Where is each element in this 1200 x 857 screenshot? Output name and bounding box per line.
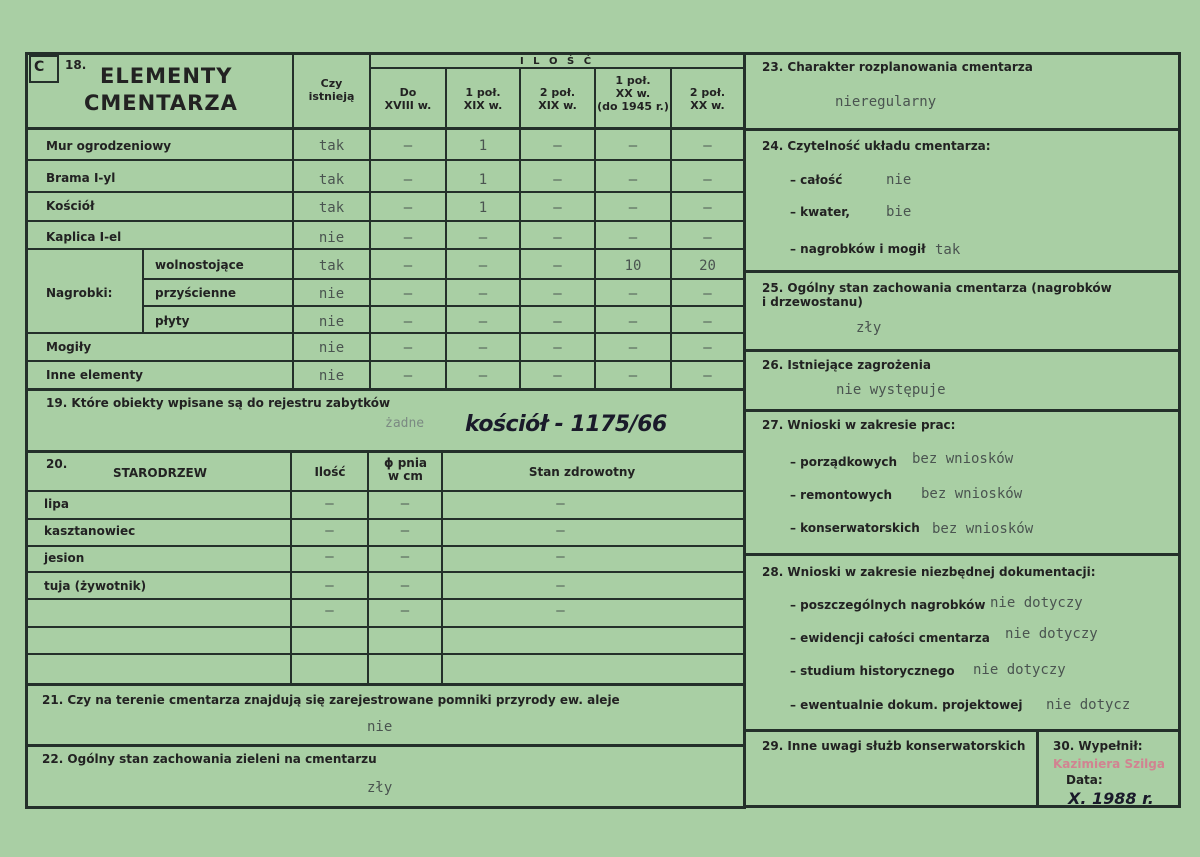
section-letter: C xyxy=(34,59,45,75)
element-count-6-3: – xyxy=(628,314,638,330)
period-header-3: 1 poł. XX w. (do 1945 r.) xyxy=(597,74,669,113)
q29-label: 29. Inne uwagi służb konserwatorskich xyxy=(762,739,1026,753)
q25-answer: zły xyxy=(856,320,882,336)
q20-col-pien: ϕ pnia w cm xyxy=(383,456,428,483)
q19-handwritten: kościół - 1175/66 xyxy=(465,412,667,437)
row-line xyxy=(26,220,744,222)
element-count-0-0: – xyxy=(403,138,413,154)
row-line xyxy=(26,191,744,193)
tree-ilosc-4: – xyxy=(325,603,334,619)
element-count-4-1: – xyxy=(478,258,488,274)
q24-label: 24. Czytelność układu cmentarza: xyxy=(762,139,991,153)
section-number: 18. xyxy=(65,58,87,72)
q25-bottom xyxy=(746,349,1180,352)
section-21-bottom xyxy=(26,744,744,747)
q20-row-line xyxy=(26,653,744,655)
q21-answer: nie xyxy=(367,719,393,735)
section-title-2: CMENTARZA xyxy=(84,91,238,115)
v-line-nagrobki xyxy=(142,249,144,334)
element-exists-2: tak xyxy=(318,200,345,216)
element-label-1: Brama I-yl xyxy=(46,171,116,185)
element-count-3-4: – xyxy=(703,230,712,246)
q20-row-line xyxy=(26,626,744,628)
section-19-bottom xyxy=(26,450,744,453)
element-sub-5: przyścienne xyxy=(155,286,237,300)
tree-ilosc-1: – xyxy=(325,523,334,539)
element-count-8-2: – xyxy=(553,368,562,384)
period-header-2: 2 poł. XIX w. xyxy=(538,86,577,112)
q26-label: 26. Istniejące zagrożenia xyxy=(762,358,931,372)
element-label-2: Kościół xyxy=(46,199,95,213)
q27-bottom xyxy=(746,553,1180,556)
tree-name-3: tuja (żywotnik) xyxy=(44,579,147,593)
element-count-3-1: – xyxy=(478,230,488,246)
element-count-4-3: 10 xyxy=(624,258,642,274)
element-count-0-1: 1 xyxy=(478,138,488,154)
q20-row-line xyxy=(26,545,744,547)
q19-label: 19. Które obiekty wpisane są do rejestru zabytków xyxy=(46,396,391,410)
q30-label: 30. Wypełnił: xyxy=(1053,739,1143,753)
tree-stan-0: – xyxy=(556,496,565,512)
q30-stamp: Kazimiera Szilga xyxy=(1053,757,1165,771)
q28-item-3-answer: nie dotycz xyxy=(1046,697,1131,713)
q20-col-stan: Stan zdrowotny xyxy=(528,465,636,479)
element-count-8-0: – xyxy=(403,368,413,384)
q30-date-label: Data: xyxy=(1066,773,1103,787)
element-count-0-3: – xyxy=(628,138,638,154)
tree-ilosc-3: – xyxy=(325,578,334,594)
period-header-1: 1 poł. XIX w. xyxy=(463,86,503,112)
q20-row-line xyxy=(26,518,744,520)
tree-pien-4: – xyxy=(400,603,410,619)
col-istnieja-header: Czy istnieją xyxy=(308,77,355,103)
q24-item-1-answer: bie xyxy=(886,204,912,220)
element-count-7-4: – xyxy=(703,340,712,356)
element-count-4-0: – xyxy=(403,258,413,274)
q25-label: 25. Ogólny stan zachowania cmentarza (nagrobków i drzewostanu) xyxy=(762,281,1112,309)
q20-row-line xyxy=(26,571,744,573)
element-count-8-3: – xyxy=(628,368,638,384)
q27-item-0-label: – porządkowych xyxy=(790,455,898,469)
h-line-header-bottom xyxy=(26,127,744,130)
frame-middle xyxy=(743,52,746,809)
element-count-3-2: – xyxy=(553,230,562,246)
element-count-6-1: – xyxy=(478,314,488,330)
tree-pien-1: – xyxy=(400,523,410,539)
tree-pien-0: – xyxy=(400,496,410,512)
element-count-4-2: – xyxy=(553,258,562,274)
element-count-0-4: – xyxy=(703,138,712,154)
q20-title: STARODRZEW xyxy=(113,466,207,480)
element-count-0-2: – xyxy=(553,138,562,154)
element-count-8-1: – xyxy=(478,368,488,384)
element-count-2-2: – xyxy=(553,200,562,216)
element-exists-1: tak xyxy=(318,172,345,188)
element-count-1-0: – xyxy=(403,172,413,188)
row-line xyxy=(26,332,744,334)
element-count-6-2: – xyxy=(553,314,562,330)
frame-right xyxy=(1178,52,1181,808)
element-exists-6: nie xyxy=(318,314,345,330)
element-count-7-0: – xyxy=(403,340,413,356)
q24-item-0-answer: nie xyxy=(886,172,912,188)
element-sub-6: płyty xyxy=(155,314,190,328)
element-count-5-3: – xyxy=(628,286,638,302)
element-count-2-1: 1 xyxy=(478,200,488,216)
q28-item-2-answer: nie dotyczy xyxy=(973,662,1066,678)
row-line xyxy=(26,159,744,161)
element-count-7-3: – xyxy=(628,340,638,356)
q20-vline xyxy=(441,452,443,684)
element-count-5-1: – xyxy=(478,286,488,302)
q20-header-bottom xyxy=(26,490,744,492)
section-20-bottom xyxy=(26,683,744,686)
element-exists-3: nie xyxy=(318,230,345,246)
q20-num: 20. xyxy=(46,457,68,471)
q27-item-1-answer: bez wniosków xyxy=(921,486,1023,502)
q24-item-2-label: – nagrobków i mogił xyxy=(790,242,926,256)
q27-item-2-answer: bez wniosków xyxy=(932,521,1034,537)
q27-label: 27. Wnioski w zakresie prac: xyxy=(762,418,956,432)
q19-typed: żadne xyxy=(385,416,425,431)
element-exists-7: nie xyxy=(318,340,345,356)
tree-name-2: jesion xyxy=(44,551,85,565)
element-count-7-1: – xyxy=(478,340,488,356)
q28-item-1-answer: nie dotyczy xyxy=(1005,626,1098,642)
element-count-5-2: – xyxy=(553,286,562,302)
q22-answer: zły xyxy=(367,780,393,796)
q23-answer: nieregularny xyxy=(835,94,937,110)
element-label-7: Mogiły xyxy=(46,340,92,354)
q21-label: 21. Czy na terenie cmentarza znajdują się zarejestrowane pomniki przyrody ew. aleje xyxy=(42,693,620,707)
element-count-1-1: 1 xyxy=(478,172,488,188)
tree-ilosc-0: – xyxy=(325,496,334,512)
frame-bottom-left xyxy=(26,806,744,809)
element-count-2-3: – xyxy=(628,200,638,216)
element-count-4-4: 20 xyxy=(699,258,716,274)
row-line xyxy=(26,248,744,250)
element-count-2-0: – xyxy=(403,200,413,216)
q26-bottom xyxy=(746,409,1180,412)
q28-label: 28. Wnioski w zakresie niezbędnej dokumentacji: xyxy=(762,565,1096,579)
row-line xyxy=(26,360,744,362)
ilosc-header: I L O Ś Ć xyxy=(519,56,595,67)
element-exists-4: tak xyxy=(318,258,345,274)
q24-item-1-label: – kwater, xyxy=(790,205,850,219)
q28-item-3-label: – ewentualnie dokum. projektowej xyxy=(790,698,1023,712)
element-count-5-4: – xyxy=(703,286,712,302)
element-label-0: Mur ogrodzeniowy xyxy=(46,139,172,153)
q27-item-1-label: – remontowych xyxy=(790,488,893,502)
element-exists-5: nie xyxy=(318,286,345,302)
q23-bottom xyxy=(746,128,1180,131)
element-count-3-3: – xyxy=(628,230,638,246)
tree-pien-2: – xyxy=(400,549,410,565)
element-exists-0: tak xyxy=(318,138,345,154)
q28-item-1-label: – ewidencji całości cmentarza xyxy=(790,631,990,645)
q24-bottom xyxy=(746,270,1180,273)
q20-vline xyxy=(290,452,292,684)
element-exists-8: nie xyxy=(318,368,345,384)
q28-bottom xyxy=(746,729,1180,732)
nagrobki-label: Nagrobki: xyxy=(46,286,113,300)
element-count-3-0: – xyxy=(403,230,413,246)
q27-item-0-answer: bez wniosków xyxy=(912,451,1014,467)
row-line xyxy=(143,278,744,280)
period-header-0: Do XVIII w. xyxy=(384,86,432,112)
q30-vline xyxy=(1036,730,1039,807)
q23-label: 23. Charakter rozplanowania cmentarza xyxy=(762,60,1033,74)
tree-name-0: lipa xyxy=(44,497,69,511)
period-header-4: 2 poł. XX w. xyxy=(689,86,726,112)
element-count-1-3: – xyxy=(628,172,638,188)
section-title-1: ELEMENTY xyxy=(100,64,233,88)
tree-name-1: kasztanowiec xyxy=(44,524,136,538)
tree-pien-3: – xyxy=(400,578,410,594)
element-count-1-2: – xyxy=(553,172,562,188)
element-label-8: Inne elementy xyxy=(46,368,144,382)
q28-item-0-answer: nie dotyczy xyxy=(990,595,1083,611)
q22-label: 22. Ogólny stan zachowania zieleni na cmentarzu xyxy=(42,752,377,766)
element-count-8-4: – xyxy=(703,368,712,384)
tree-ilosc-2: – xyxy=(325,549,334,565)
q28-item-2-label: – studium historycznego xyxy=(790,664,955,678)
tree-stan-3: – xyxy=(556,578,565,594)
element-count-5-0: – xyxy=(403,286,413,302)
element-count-6-4: – xyxy=(703,314,712,330)
element-count-1-4: – xyxy=(703,172,712,188)
frame-left xyxy=(25,52,28,809)
q20-col-ilosc: Ilość xyxy=(314,465,346,479)
q24-item-0-label: – całość xyxy=(790,173,843,187)
q28-item-0-label: – poszczególnych nagrobków xyxy=(790,598,986,612)
q30-date: X. 1988 r. xyxy=(1068,789,1154,808)
element-sub-4: wolnostojące xyxy=(155,258,244,272)
element-count-2-4: – xyxy=(703,200,712,216)
element-count-6-0: – xyxy=(403,314,413,330)
section-18-bottom xyxy=(26,388,744,391)
q26-answer: nie występuje xyxy=(836,382,946,398)
q20-row-line xyxy=(26,598,744,600)
element-count-7-2: – xyxy=(553,340,562,356)
q24-item-2-answer: tak xyxy=(935,242,961,258)
q27-item-2-label: – konserwatorskich xyxy=(790,521,920,535)
tree-stan-1: – xyxy=(556,523,565,539)
row-line xyxy=(143,305,744,307)
tree-stan-2: – xyxy=(556,549,565,565)
q20-vline xyxy=(367,452,369,684)
tree-stan-4: – xyxy=(556,603,565,619)
element-label-3: Kaplica I-el xyxy=(46,230,122,244)
